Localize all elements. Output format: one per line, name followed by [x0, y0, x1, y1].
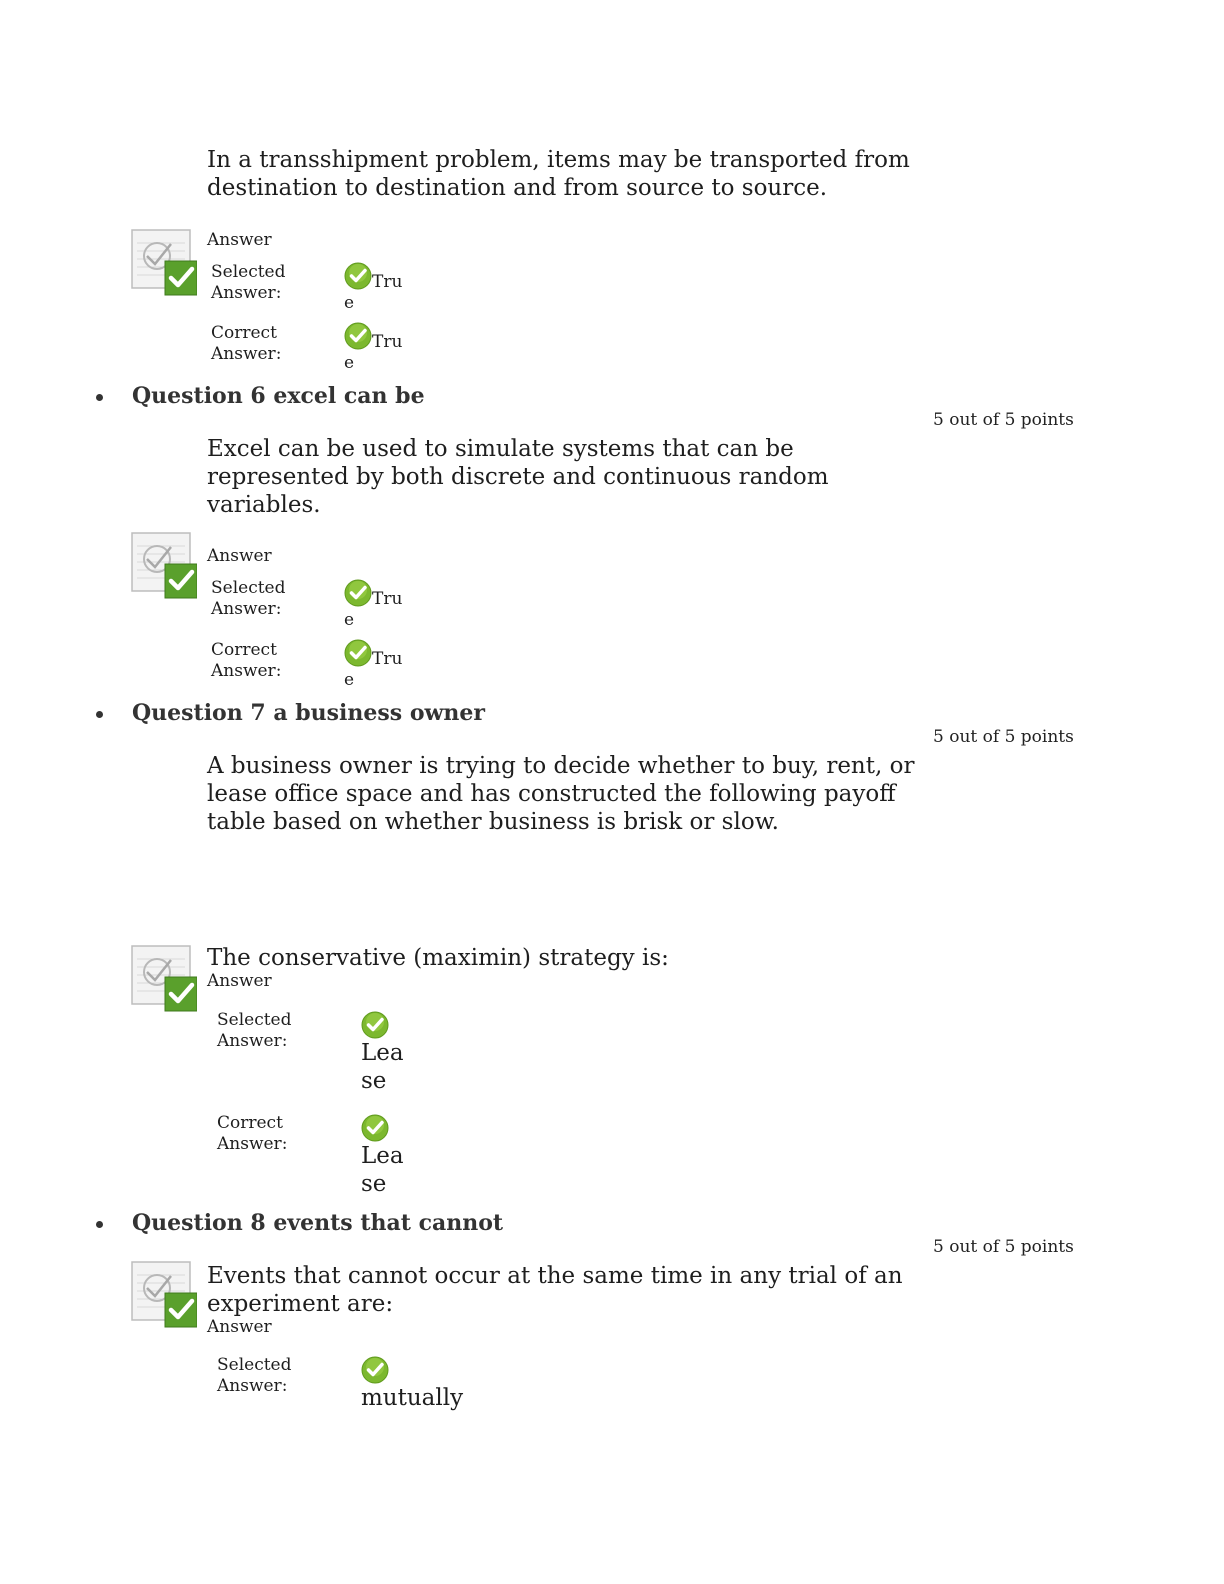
question-text-line: Excel can be used to simulate systems that can be [207, 436, 794, 462]
check-circle-icon [344, 579, 372, 607]
check-circle-icon [344, 322, 372, 350]
check-circle-icon [344, 262, 372, 290]
graded-correct-icon [131, 229, 197, 297]
question-text-line: lease office space and has constructed the following payoff [207, 781, 896, 807]
question-7-title: Question 7 a business owner [132, 700, 486, 726]
correct-answer-label: Correct Answer: [211, 640, 282, 681]
question-5-text [207, 146, 910, 202]
correct-answer-value: Tru e [344, 322, 414, 374]
question-text-line: experiment are: [207, 1291, 394, 1317]
question-6-text [207, 435, 829, 519]
list-bullet [96, 1221, 103, 1228]
selected-answer-value: Tru e [344, 262, 414, 314]
graded-correct-icon [131, 945, 197, 1013]
selected-answer-label: Selected Answer: [217, 1010, 292, 1051]
graded-correct-icon [131, 1261, 197, 1329]
selected-answer-label: Selected Answer: [211, 262, 286, 303]
correct-answer-label: Correct Answer: [211, 323, 282, 364]
question-text-line: destination to destination and from source to source. [207, 175, 828, 201]
question-text-line: In a transshipment problem, items may be transported from [207, 147, 910, 173]
answer-heading: Answer [207, 546, 272, 566]
question-8-points: 5 out of 5 points [933, 1237, 1074, 1257]
selected-answer-value: Tru e [344, 579, 414, 631]
question-6-title: Question 6 excel can be [132, 383, 425, 409]
question-text-line: Events that cannot occur at the same time in any trial of an [207, 1263, 903, 1289]
question-text-line: represented by both discrete and continuous random [207, 464, 829, 490]
list-bullet [96, 711, 103, 718]
selected-answer-label: Selected Answer: [217, 1355, 292, 1396]
list-bullet [96, 394, 103, 401]
correct-answer-value: Lea se [361, 1114, 441, 1198]
selected-answer-label: Selected Answer: [211, 578, 286, 619]
answer-heading: Answer [207, 230, 272, 250]
question-8-title: Question 8 events that cannot [132, 1210, 504, 1236]
question-text-line: variables. [207, 492, 321, 518]
correct-answer-value: Tru e [344, 639, 414, 691]
answer-heading: Answer [207, 971, 272, 991]
question-text-line: table based on whether business is brisk or slow. [207, 809, 779, 835]
question-7-prompt: The conservative (maximin) strategy is: [207, 945, 669, 971]
check-circle-icon [361, 1114, 389, 1142]
question-7-text [207, 752, 914, 836]
question-7-points: 5 out of 5 points [933, 727, 1074, 747]
correct-answer-label: Correct Answer: [217, 1113, 288, 1154]
check-circle-icon [361, 1356, 389, 1384]
check-circle-icon [344, 639, 372, 667]
answer-heading: Answer [207, 1317, 272, 1337]
question-8-text [207, 1262, 903, 1318]
question-text-line: A business owner is trying to decide whether to buy, rent, or [207, 753, 915, 779]
selected-answer-value: Lea se [361, 1011, 441, 1095]
question-6-points: 5 out of 5 points [933, 410, 1074, 430]
check-circle-icon [361, 1011, 389, 1039]
graded-correct-icon [131, 532, 197, 600]
selected-answer-value: mutually [361, 1356, 501, 1412]
